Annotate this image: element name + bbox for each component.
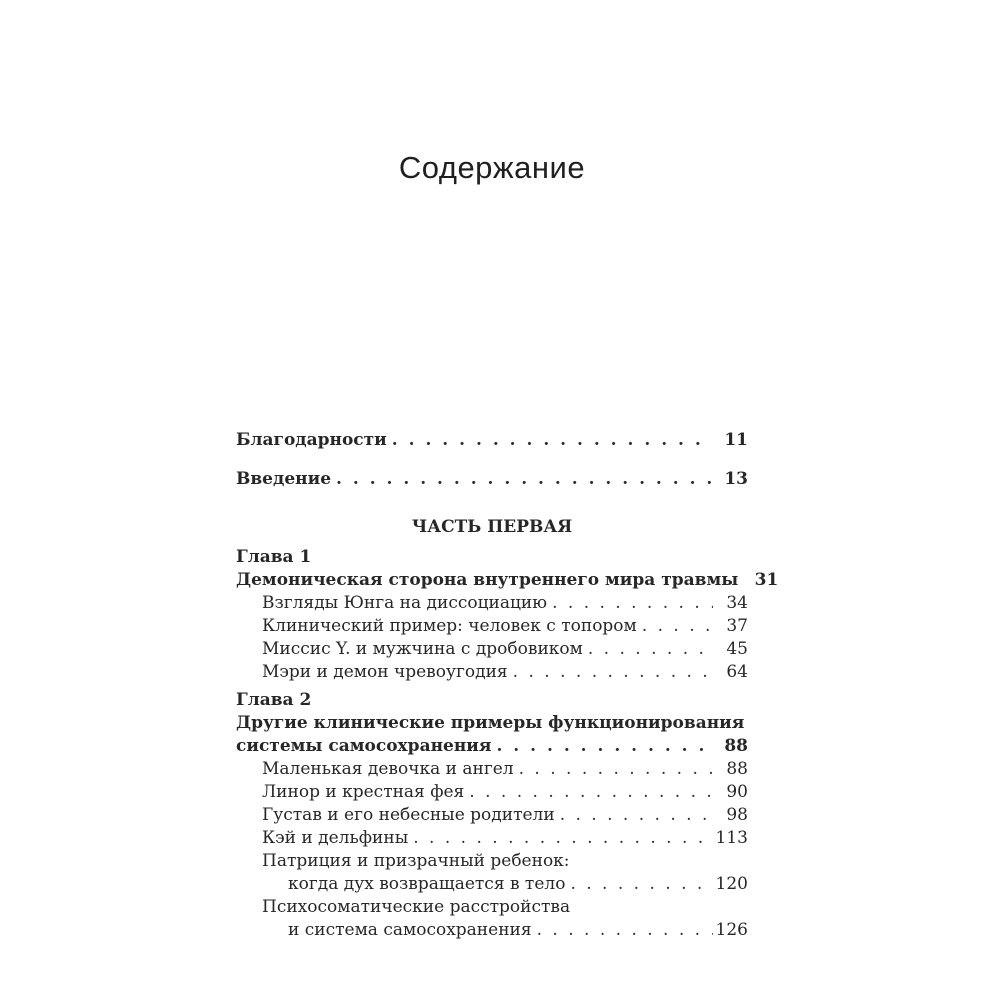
toc-entry-line1	[236, 850, 748, 873]
toc-page-number: 120	[715, 874, 748, 894]
toc-entry-label: Линор и крестная фея	[262, 782, 465, 802]
dot-leader	[537, 919, 713, 942]
toc-entry	[236, 429, 748, 452]
dot-leader	[560, 804, 713, 827]
toc-entry-line2	[236, 735, 748, 758]
chapter-number	[236, 689, 748, 712]
toc-entry	[236, 592, 748, 615]
dot-leader	[496, 735, 713, 758]
dot-leader	[552, 592, 713, 615]
toc-entry-label: Введение	[236, 469, 332, 489]
toc-entry-label: когда дух возвращается в тело	[288, 874, 566, 894]
toc-page-number: 98	[726, 805, 748, 825]
toc-entry-label: Густав и его небесные родители	[262, 805, 555, 825]
toc-entry-label: Психосоматические расстройства	[262, 897, 571, 917]
toc-entry-label: Патриция и призрачный ребенок:	[262, 851, 570, 871]
toc-page-number: 13	[724, 469, 748, 489]
dot-leader	[642, 615, 713, 638]
toc-entry-label: Глава 1	[236, 547, 312, 567]
toc-entry	[236, 569, 779, 592]
toc-page-number: 31	[754, 570, 779, 590]
toc-page-number: 113	[715, 828, 748, 848]
toc-entry-label: Благодарности	[236, 430, 387, 450]
toc-entry-line1	[236, 896, 748, 919]
toc-page-number: 64	[726, 662, 748, 682]
toc-entry-label: Кэй и дельфины	[262, 828, 409, 848]
dot-leader	[413, 827, 712, 850]
toc-entry	[236, 468, 748, 491]
toc-entry-label: Миссис Y. и мужчина с дробовиком	[262, 639, 583, 659]
toc-entry-line1	[236, 712, 748, 735]
toc-entry-label: Мэри и демон чревоугодия	[262, 662, 508, 682]
table-of-contents	[236, 429, 779, 942]
toc-entry-label: и система самосохранения	[288, 920, 532, 940]
dot-leader	[469, 781, 713, 804]
toc-entry-label: системы самосохранения	[236, 736, 492, 756]
dot-leader	[588, 638, 713, 661]
toc-page-number: 34	[726, 593, 748, 613]
dot-leader	[570, 873, 712, 896]
toc-entry-line2	[236, 919, 748, 942]
toc-entry-label: Другие клинические примеры функционирования	[236, 713, 745, 733]
part-heading: ЧАСТЬ ПЕРВАЯ	[411, 517, 573, 537]
toc-page-number: 88	[724, 736, 748, 756]
toc-page-number: 88	[726, 759, 748, 779]
page-title: Содержание	[398, 150, 586, 185]
toc-entry-label: Глава 2	[236, 690, 312, 710]
toc-page-number: 126	[715, 920, 748, 940]
dot-leader	[392, 429, 713, 452]
toc-entry	[236, 758, 748, 781]
toc-entry-line2	[236, 873, 748, 896]
toc-entry	[236, 615, 748, 638]
toc-entry-label: Маленькая девочка и ангел	[262, 759, 514, 779]
toc-entry	[236, 661, 748, 684]
dot-leader	[336, 468, 713, 491]
toc-entry-label: Взгляды Юнга на диссоциацию	[262, 593, 548, 613]
toc-entry	[236, 781, 748, 804]
chapter-number	[236, 546, 748, 569]
toc-entry-label: Клинический пример: человек с топором	[262, 616, 637, 636]
toc-entry	[236, 804, 748, 827]
toc-entry	[236, 827, 748, 850]
toc-page-number: 11	[724, 430, 748, 450]
toc-entry	[236, 638, 748, 661]
toc-page-number: 90	[726, 782, 748, 802]
dot-leader	[513, 661, 713, 684]
toc-page-number: 45	[726, 639, 748, 659]
toc-page-number: 37	[726, 616, 748, 636]
dot-leader	[519, 758, 713, 781]
toc-entry-label: Демоническая сторона внутреннего мира травмы	[236, 570, 739, 590]
